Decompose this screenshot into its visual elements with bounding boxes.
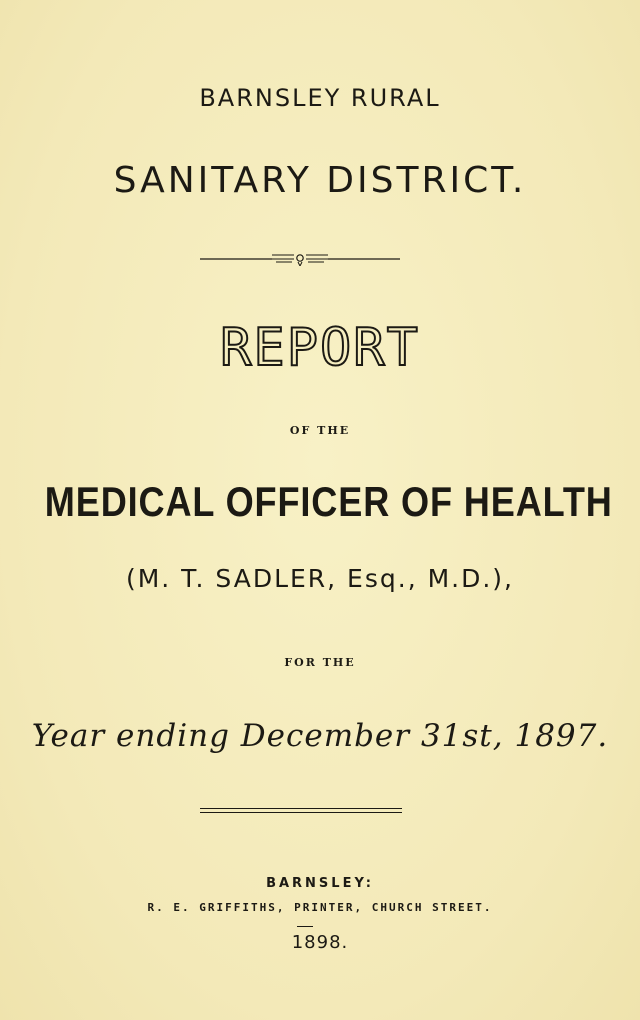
district-heading-line-2: SANITARY DISTRICT. <box>113 160 527 201</box>
for-the-label: FOR THE <box>284 656 356 669</box>
of-the-label: OF THE <box>289 424 351 437</box>
double-rule <box>200 808 402 813</box>
officer-title: MEDICAL OFFICER OF HEALTH <box>44 478 613 525</box>
publication-place: BARNSLEY: <box>266 876 374 891</box>
district-heading-line-1: BARNSLEY RURAL <box>199 84 441 112</box>
printer-line: R. E. GRIFFITHS, PRINTER, CHURCH STREET. <box>147 901 493 914</box>
officer-name: (M. T. SADLER, Esq., M.D.), <box>125 564 515 593</box>
report-heading: REPORT <box>220 318 420 378</box>
publication-date: 1898. <box>291 932 349 953</box>
short-rule <box>297 926 313 927</box>
year-line: Year ending December 31st, 1897. <box>31 718 609 754</box>
ornamental-divider-icon <box>200 250 400 266</box>
